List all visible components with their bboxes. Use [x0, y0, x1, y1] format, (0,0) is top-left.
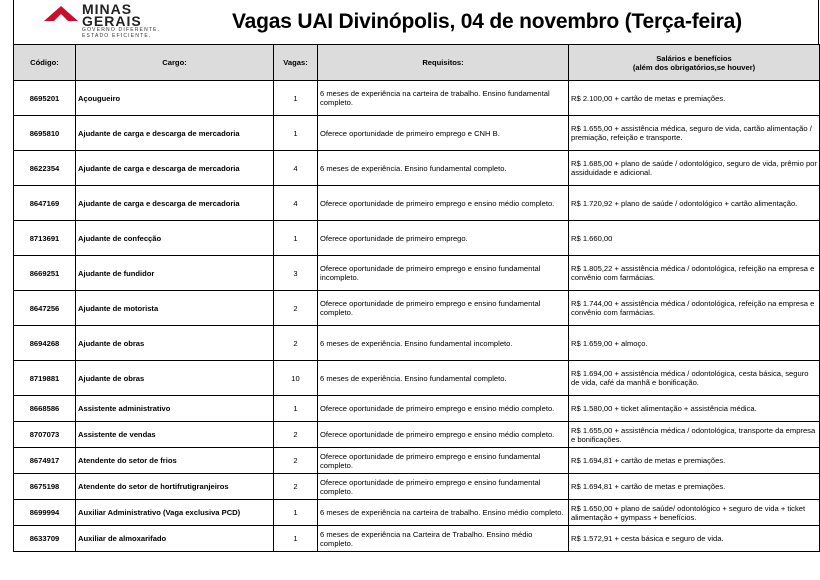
- cell-requisitos: 6 meses de experiência na carteira de trabalho. Ensino médio completo.: [318, 500, 569, 526]
- column-header-vagas: Vagas:: [274, 45, 318, 81]
- cell-salario: R$ 1.805,22 + assistência médica / odontológica, refeição na empresa e convênio com farmácias.: [569, 256, 820, 291]
- cell-salario: R$ 1.694,81 + cartão de metas e premiações.: [569, 448, 820, 474]
- cell-requisitos: Oferece oportunidade de primeiro emprego e ensino médio completo.: [318, 422, 569, 448]
- cell-codigo: 8633709: [14, 526, 76, 552]
- cell-codigo: 8719881: [14, 361, 76, 396]
- cell-vagas: 3: [274, 256, 318, 291]
- cell-codigo: 8694268: [14, 326, 76, 361]
- job-vacancies-table: [13, 44, 820, 552]
- cell-cargo: Auxiliar de almoxarifado: [76, 526, 274, 552]
- cell-vagas: 1: [274, 396, 318, 422]
- cell-vagas: 2: [274, 291, 318, 326]
- logo-tagline-line2: ESTADO EFICIENTE.: [82, 33, 152, 39]
- table-header-row: [14, 45, 820, 81]
- cell-salario: R$ 1.659,00 + almoço.: [569, 326, 820, 361]
- page-title: Vagas UAI Divinópolis, 04 de novembro (Terça-feira): [232, 10, 742, 33]
- cell-requisitos: Oferece oportunidade de primeiro emprego.: [318, 221, 569, 256]
- cell-vagas: 2: [274, 448, 318, 474]
- table-row: [14, 396, 820, 422]
- cell-codigo: 8713691: [14, 221, 76, 256]
- cell-salario: R$ 2.100,00 + cartão de metas e premiações.: [569, 81, 820, 116]
- table-row: [14, 81, 820, 116]
- cell-vagas: 4: [274, 186, 318, 221]
- column-header-requisitos: Requisitos:: [318, 45, 569, 81]
- cell-cargo: Auxiliar Administrativo (Vaga exclusiva PCD): [76, 500, 274, 526]
- cell-codigo: 8669251: [14, 256, 76, 291]
- cell-salario: R$ 1.655,00 + assistência médica / odontológica, transporte da empresa e bonificações.: [569, 422, 820, 448]
- cell-codigo: 8675198: [14, 474, 76, 500]
- cell-cargo: Ajudante de obras: [76, 326, 274, 361]
- cell-requisitos: Oferece oportunidade de primeiro emprego e ensino fundamental completo.: [318, 291, 569, 326]
- table-row: [14, 256, 820, 291]
- cell-cargo: Ajudante de carga e descarga de mercadoria: [76, 151, 274, 186]
- cell-requisitos: 6 meses de experiência. Ensino fundamental completo.: [318, 361, 569, 396]
- cell-requisitos: 6 meses de experiência na carteira de trabalho. Ensino fundamental completo.: [318, 81, 569, 116]
- cell-codigo: 8647256: [14, 291, 76, 326]
- cell-salario: R$ 1.694,81 + cartão de metas e premiações.: [569, 474, 820, 500]
- cell-requisitos: 6 meses de experiência. Ensino fundamental incompleto.: [318, 326, 569, 361]
- column-header-codigo: Código:: [14, 45, 76, 81]
- cell-vagas: 2: [274, 474, 318, 500]
- cell-cargo: Ajudante de carga e descarga de mercadoria: [76, 186, 274, 221]
- cell-salario: R$ 1.720,92 + plano de saúde / odontológico + cartão alimentação.: [569, 186, 820, 221]
- cell-cargo: Ajudante de carga e descarga de mercadoria: [76, 116, 274, 151]
- cell-cargo: Atendente do setor de hortifrutigranjeiros: [76, 474, 274, 500]
- cell-requisitos: Oferece oportunidade de primeiro emprego e ensino fundamental completo.: [318, 474, 569, 500]
- logo-wordmark: MINAS GERAIS: [82, 1, 142, 29]
- table-row: [14, 151, 820, 186]
- cell-codigo: 8647169: [14, 186, 76, 221]
- cell-salario: R$ 1.572,91 + cesta básica e seguro de vida.: [569, 526, 820, 552]
- cell-requisitos: Oferece oportunidade de primeiro emprego e ensino médio completo.: [318, 186, 569, 221]
- cell-salario: R$ 1.660,00: [569, 221, 820, 256]
- table-row: [14, 291, 820, 326]
- cell-codigo: 8622354: [14, 151, 76, 186]
- logo-tagline-line1: GOVERNO DIFERENTE.: [82, 27, 161, 33]
- cell-cargo: Assistente administrativo: [76, 396, 274, 422]
- cell-requisitos: Oferece oportunidade de primeiro emprego e CNH B.: [318, 116, 569, 151]
- table-row: [14, 422, 820, 448]
- cell-salario: R$ 1.694,00 + assistência médica / odontológica, cesta básica, seguro de vida, café da manhã e bonificação.: [569, 361, 820, 396]
- mountain-logo-icon: [44, 4, 78, 22]
- table-row: [14, 116, 820, 151]
- cell-vagas: 1: [274, 500, 318, 526]
- column-header-salarios-line1: Salários e benefícios: [656, 53, 732, 63]
- column-header-salarios: [569, 45, 820, 81]
- cell-salario: R$ 1.580,00 + ticket alimentação + assistência médica.: [569, 396, 820, 422]
- cell-codigo: 8674917: [14, 448, 76, 474]
- cell-codigo: 8695201: [14, 81, 76, 116]
- minas-gerais-logo: [44, 2, 194, 40]
- cell-salario: R$ 1.655,00 + assistência médica, seguro de vida, cartão alimentação / premiação, refeição e transporte.: [569, 116, 820, 151]
- cell-cargo: Ajudante de confecção: [76, 221, 274, 256]
- table-row: [14, 500, 820, 526]
- cell-codigo: 8668586: [14, 396, 76, 422]
- cell-cargo: Ajudante de obras: [76, 361, 274, 396]
- cell-cargo: Açougueiro: [76, 81, 274, 116]
- table-body: [14, 81, 820, 552]
- table-row: [14, 526, 820, 552]
- cell-codigo: 8699994: [14, 500, 76, 526]
- table-row: [14, 474, 820, 500]
- cell-salario: R$ 1.685,00 + plano de saúde / odontológico, seguro de vida, prêmio por assiduidade e adicional.: [569, 151, 820, 186]
- logo-tagline: [82, 27, 160, 39]
- cell-salario: R$ 1.744,00 + assistência médica / odontológica, refeição na empresa e convênio com farmácias.: [569, 291, 820, 326]
- cell-codigo: 8707073: [14, 422, 76, 448]
- column-header-cargo: Cargo:: [76, 45, 274, 81]
- cell-vagas: 1: [274, 81, 318, 116]
- cell-vagas: 1: [274, 116, 318, 151]
- column-header-salarios-line2: (além dos obrigatórios,se houver): [632, 62, 756, 72]
- cell-cargo: Assistente de vendas: [76, 422, 274, 448]
- cell-requisitos: Oferece oportunidade de primeiro emprego e ensino médio completo.: [318, 396, 569, 422]
- cell-requisitos: 6 meses de experiência na Carteira de Trabalho. Ensino médio completo.: [318, 526, 569, 552]
- cell-vagas: 2: [274, 326, 318, 361]
- cell-cargo: Ajudante de motorista: [76, 291, 274, 326]
- cell-requisitos: Oferece oportunidade de primeiro emprego e ensino fundamental incompleto.: [318, 256, 569, 291]
- cell-salario: R$ 1.650,00 + plano de saúde/ odontológico + seguro de vida + ticket alimentação + gympass + benefícios.: [569, 500, 820, 526]
- cell-vagas: 1: [274, 221, 318, 256]
- cell-requisitos: 6 meses de experiência. Ensino fundamental completo.: [318, 151, 569, 186]
- cell-vagas: 4: [274, 151, 318, 186]
- cell-codigo: 8695810: [14, 116, 76, 151]
- cell-vagas: 2: [274, 422, 318, 448]
- cell-requisitos: Oferece oportunidade de primeiro emprego e ensino fundamental completo.: [318, 448, 569, 474]
- cell-cargo: Atendente do setor de frios: [76, 448, 274, 474]
- cell-cargo: Ajudante de fundidor: [76, 256, 274, 291]
- table-row: [14, 186, 820, 221]
- cell-vagas: 1: [274, 526, 318, 552]
- cell-vagas: 10: [274, 361, 318, 396]
- table-row: [14, 361, 820, 396]
- table-row: [14, 326, 820, 361]
- header-band: [13, 0, 819, 44]
- table-row: [14, 221, 820, 256]
- table-row: [14, 448, 820, 474]
